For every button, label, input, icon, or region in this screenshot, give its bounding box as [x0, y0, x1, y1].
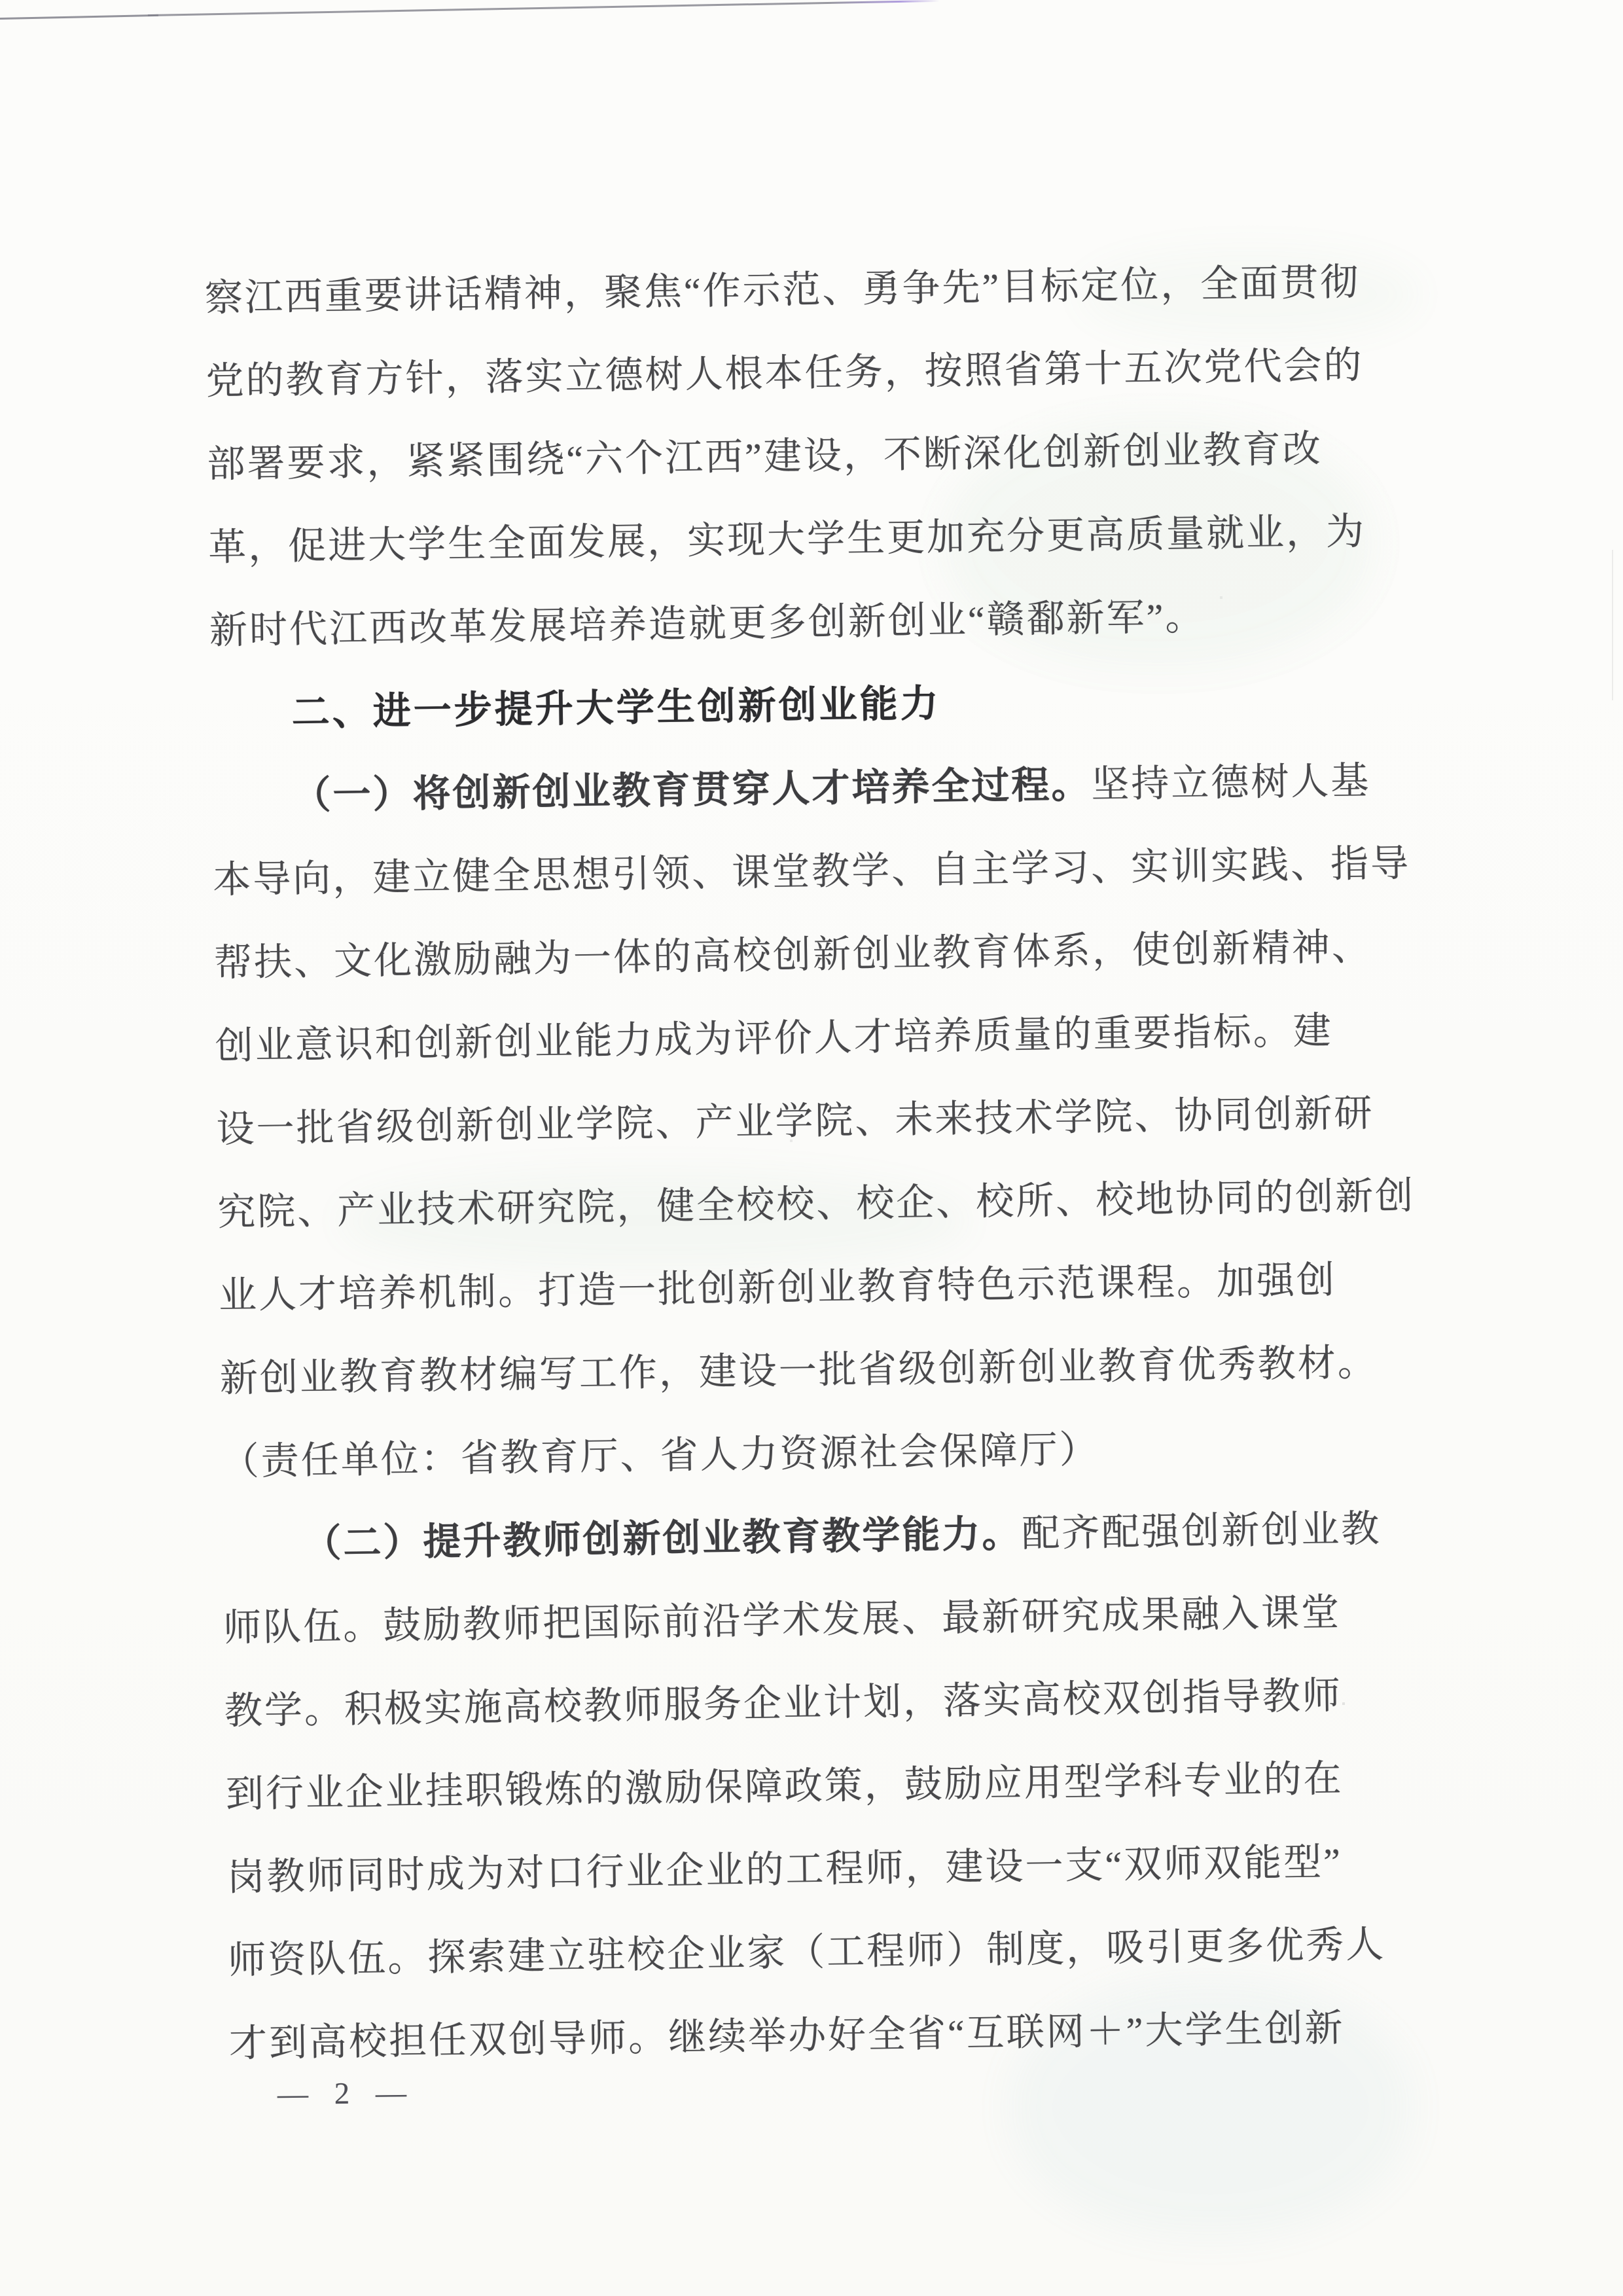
body-line	[218, 1237, 1423, 1337]
body-line	[226, 1819, 1432, 1919]
body-line	[213, 905, 1419, 1005]
body-text: 到行业企业挂职锻炼的激励保障政策，鼓励应用型学科专业的在	[225, 1757, 1344, 1816]
body-text: 才到高校担任双创导师。继续举办好全省“互联网＋”大学生创新	[228, 2006, 1345, 2065]
body-text: 新创业教育教材编写工作，建设一批省级创新创业教育优秀教材。	[219, 1341, 1378, 1400]
body-line	[223, 1570, 1428, 1670]
body-text: 部署要求，紧紧围绕“六个江西”建设，不断深化创新创业教育改	[206, 427, 1323, 486]
scan-noise-specks	[0, 0, 1, 1]
body-text: （责任单位：省教育厅、省人力资源社会保障厅）	[221, 1428, 1100, 1483]
body-text: 创业意识和创新创业能力成为评价人才培养质量的重要指标。建	[215, 1009, 1334, 1067]
body-line	[211, 738, 1417, 838]
document-text	[204, 240, 1434, 2085]
body-line	[212, 821, 1418, 922]
section-heading-text: 二、进一步提升大学生创新创业能力	[291, 682, 942, 734]
paragraph-lead-text: （二）提升教师创新创业教育教学能力。	[303, 1512, 1022, 1566]
body-line	[207, 406, 1412, 506]
body-text: 帮扶、文化激励融为一体的高校创新创业教育体系，使创新精神、	[213, 925, 1372, 984]
body-text: 教学。积极实施高校教师服务企业计划，落实高校双创指导教师	[224, 1674, 1343, 1732]
body-line	[221, 1403, 1426, 1503]
body-line	[219, 1320, 1425, 1420]
body-line	[207, 489, 1413, 589]
scan-edge-artifact	[148, 0, 940, 16]
body-text: 坚持立德树人基	[1090, 759, 1371, 806]
body-text: 本导向，建立健全思想引领、课堂教学、自主学习、实训实践、指导	[212, 842, 1411, 901]
section-heading	[210, 655, 1416, 755]
body-text: 业人才培养机制。打造一批创新创业教育特色示范课程。加强创	[218, 1259, 1337, 1317]
body-text: 师资队伍。探索建立驻校企业家（工程师）制度，吸引更多优秀人	[227, 1923, 1386, 1982]
body-line	[204, 240, 1410, 340]
body-line	[209, 572, 1414, 672]
body-text: 新时代江西改革发展培养造就更多创新创业“赣鄱新军”。	[209, 595, 1205, 652]
body-line	[215, 988, 1420, 1088]
body-text: 革，促进大学生全面发展，实现大学生更加充分更高质量就业，为	[207, 510, 1366, 569]
scan-edge-artifact	[1612, 550, 1613, 700]
body-line	[224, 1653, 1429, 1753]
page-number: — 2 —	[277, 2075, 408, 2112]
body-line	[228, 1985, 1434, 2085]
paragraph-lead-text: （一）将创新创业教育贯穿人才培养全过程。	[293, 763, 1092, 817]
body-line	[216, 1071, 1421, 1171]
body-text: 究院、产业技术研究院，健全校校、校企、校所、校地协同的创新创	[217, 1174, 1416, 1234]
body-text: 配齐配强创新创业教	[1021, 1507, 1382, 1555]
body-line	[217, 1154, 1423, 1254]
body-line	[225, 1736, 1431, 1836]
scan-edge-artifact	[0, 14, 158, 20]
body-line	[205, 323, 1411, 423]
body-text: 岗教师同时成为对口行业企业的工程师，建设一支“双师双能型”	[226, 1840, 1343, 1899]
body-text: 师队伍。鼓励教师把国际前沿学术发展、最新研究成果融入课堂	[223, 1590, 1342, 1649]
body-text: 察江西重要讲话精神，聚焦“作示范、勇争先”目标定位，全面贯彻	[204, 260, 1361, 319]
body-text: 设一批省级创新创业学院、产业学院、未来技术学院、协同创新研	[216, 1092, 1374, 1151]
body-line	[222, 1486, 1427, 1587]
body-line	[227, 1902, 1433, 2002]
body-text: 党的教育方针，落实立德树人根本任务，按照省第十五次党代会的	[205, 344, 1364, 403]
